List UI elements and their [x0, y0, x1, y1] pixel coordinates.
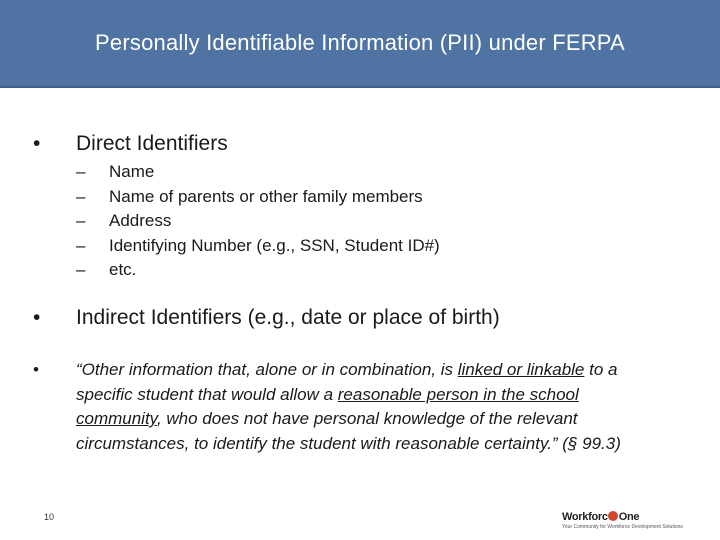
- title-bar: [0, 0, 720, 88]
- quote-part: “Other information that, alone or in combination, is: [76, 360, 458, 379]
- quote-part: to a specific student that would allow a: [76, 360, 618, 404]
- logo-text-right: One: [618, 511, 640, 523]
- quote-underlined-phrase: linked or linkable: [457, 360, 585, 379]
- list-item-text: Address: [109, 211, 172, 230]
- bullet-marker: •: [33, 360, 39, 379]
- direct-identifiers-list: [76, 160, 440, 283]
- dash-marker: –: [76, 211, 86, 230]
- bullet-marker: •: [33, 306, 41, 329]
- bullet-indirect-identifiers: [33, 305, 500, 331]
- dash-marker: –: [76, 235, 86, 255]
- quote-part: , who does not have personal knowledge of the relevant circumstances, to identify the student with reasonable certainty.” (§ 99.3): [76, 409, 621, 453]
- logo-tagline: Your Community for Workforce Development Solutions: [562, 524, 683, 530]
- list-item: [76, 185, 440, 210]
- bullet-label: Direct Identifiers: [76, 132, 228, 155]
- list-item-text: Name of parents or other family members: [109, 186, 423, 206]
- workforce-one-logo: [562, 511, 683, 537]
- bullet-regulation-quote: [33, 358, 666, 456]
- list-item: [76, 258, 440, 283]
- quote-underlined-phrase: reasonable person in the school community: [76, 384, 579, 428]
- list-item-text: Identifying Number (e.g., SSN, Student ID#): [109, 235, 440, 255]
- bullet-direct-identifiers: [33, 131, 228, 157]
- bullet-marker: •: [33, 132, 41, 155]
- quote-text: [76, 358, 666, 456]
- logo-wordmark: [562, 511, 662, 523]
- list-item: [76, 160, 440, 185]
- list-item: [76, 234, 440, 259]
- list-item-text: Name: [109, 162, 155, 181]
- dash-marker: –: [76, 186, 86, 206]
- dash-marker: –: [76, 260, 86, 279]
- list-item: [76, 209, 440, 234]
- dash-marker: –: [76, 162, 86, 181]
- page-number: 10: [44, 512, 55, 522]
- slide-title: Personally Identifiable Information (PII) under FERPA: [95, 30, 625, 55]
- bullet-label: Indirect Identifiers (e.g., date or place of birth): [76, 306, 500, 329]
- list-item-text: etc.: [109, 260, 137, 279]
- logo-text-left: Workforc: [562, 511, 608, 523]
- logo-globe-icon: [608, 511, 618, 521]
